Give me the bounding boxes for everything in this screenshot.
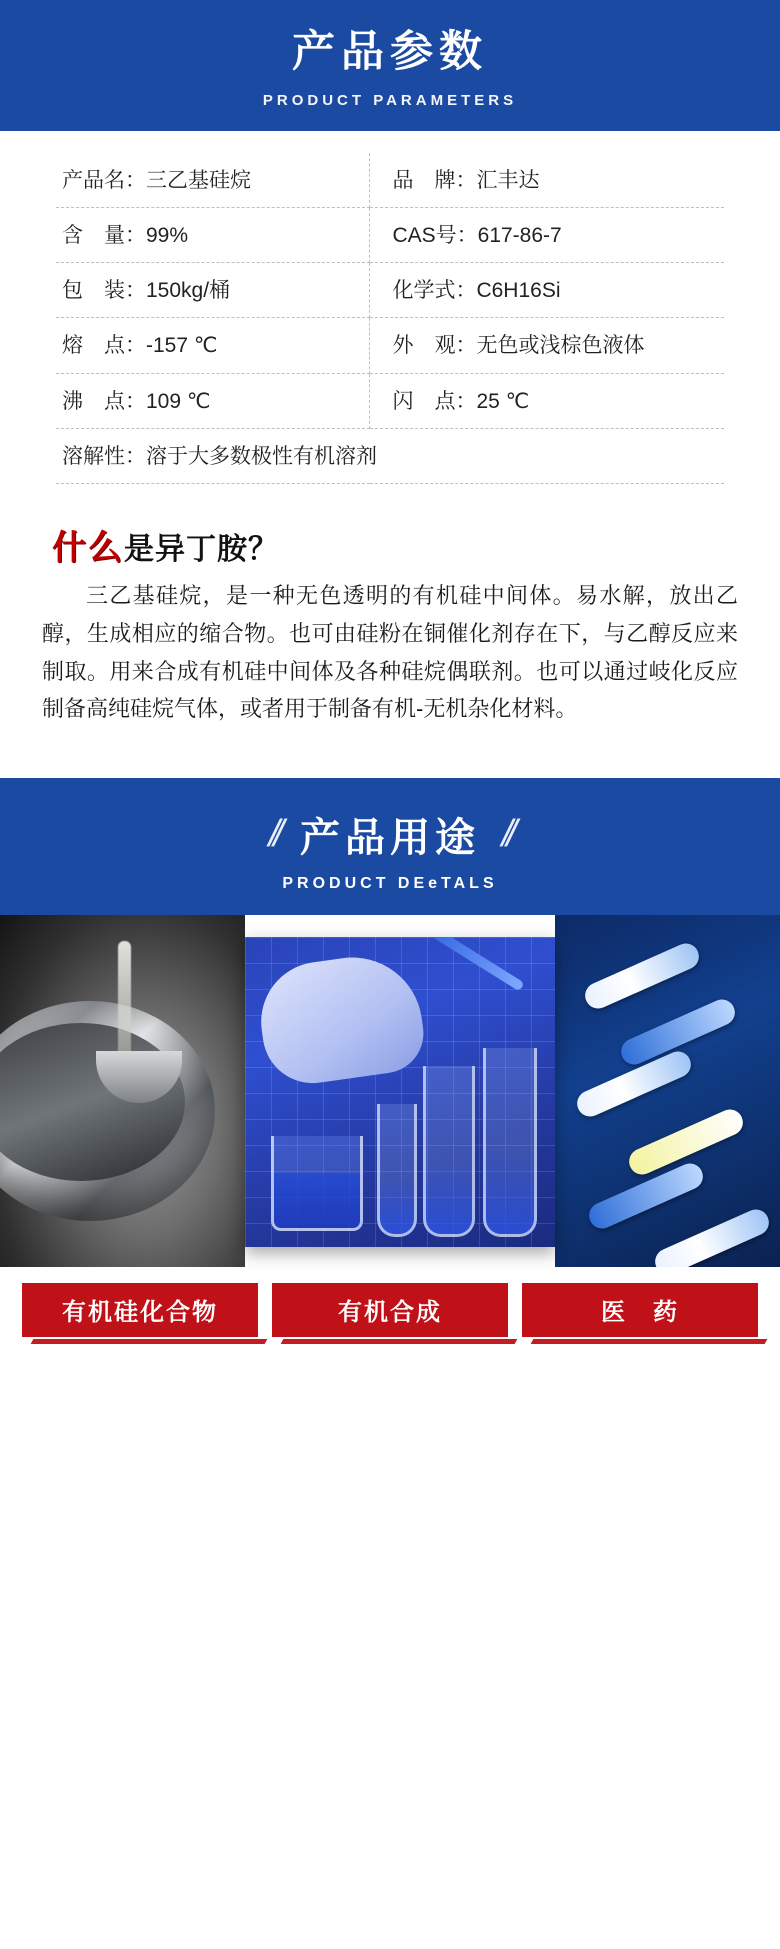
liquid-stream-shape — [118, 941, 131, 1061]
table-row — [56, 153, 724, 208]
parameters-section — [0, 131, 780, 492]
param-cell — [56, 263, 370, 318]
param-cell — [56, 207, 370, 262]
banner2-title: 产品用途 — [300, 816, 480, 861]
photo-metal-pot — [0, 915, 245, 1267]
param-cell — [370, 153, 724, 208]
param-value: 无色或浅棕色液体 — [476, 334, 645, 358]
usage-photo-strip — [0, 915, 780, 1267]
param-cell — [370, 373, 724, 428]
param-key: 包 装： — [62, 279, 146, 303]
tag-underline — [281, 1339, 518, 1344]
usage-tag-pharmaceutical — [522, 1283, 758, 1337]
intro-heading — [52, 520, 742, 569]
banner-title: 产品参数 — [292, 28, 488, 76]
table-row — [56, 263, 724, 318]
param-value: 617-86-7 — [477, 223, 562, 247]
slash-left-icon: // — [264, 813, 283, 856]
param-key: 溶解性： — [62, 444, 146, 468]
usage-tag-organic-synthesis — [272, 1283, 508, 1337]
param-value: 109 ℃ — [146, 389, 211, 413]
param-value: 25 ℃ — [476, 389, 530, 413]
pot-shape — [0, 1001, 215, 1221]
capsule-shape — [651, 1206, 773, 1268]
intro-heading-highlight: 什么 — [52, 527, 124, 568]
param-key: 品 牌： — [392, 168, 477, 192]
usage-tag-label: 有机硅化合物 — [62, 1299, 218, 1327]
usage-tag-label: 有机合成 — [338, 1299, 442, 1327]
tag-underline — [31, 1339, 268, 1344]
usage-tag-organosilicon — [22, 1283, 258, 1337]
product-usage-banner — [0, 778, 780, 915]
param-key: CAS号： — [392, 223, 478, 247]
banner2-title-row — [0, 806, 780, 863]
banner-subtitle: PRODUCT PARAMETERS — [262, 91, 518, 109]
test-tube-shape — [377, 1104, 417, 1237]
param-value: C6H16Si — [476, 279, 561, 303]
param-key: 闪 点： — [392, 389, 477, 413]
table-row — [56, 207, 724, 262]
tag-underline — [531, 1339, 768, 1344]
param-cell — [370, 318, 724, 373]
param-cell — [56, 318, 370, 373]
param-cell — [56, 153, 370, 208]
param-value: 150kg/桶 — [146, 279, 231, 303]
param-value: -157 ℃ — [146, 334, 218, 358]
param-key: 化学式： — [392, 279, 477, 303]
test-tube-shape — [483, 1048, 537, 1237]
photo-laboratory-glassware — [245, 937, 555, 1247]
param-key: 产品名： — [62, 168, 146, 192]
banner2-subtitle: PRODUCT DEeTALS — [282, 875, 498, 893]
table-row-full — [56, 428, 724, 483]
param-cell — [370, 207, 724, 262]
param-key: 含 量： — [62, 223, 146, 247]
param-key: 沸 点： — [62, 389, 146, 413]
table-row — [56, 318, 724, 373]
product-parameters-banner — [0, 0, 780, 131]
param-value: 溶于大多数极性有机溶剂 — [146, 444, 377, 468]
usage-tag-label: 医 药 — [601, 1299, 679, 1327]
introduction-section — [0, 492, 780, 756]
param-cell — [56, 373, 370, 428]
capsule-shape — [581, 940, 703, 1013]
param-key: 熔 点： — [62, 334, 146, 358]
param-value: 99% — [146, 223, 189, 247]
param-cell-full — [56, 428, 724, 483]
param-cell — [370, 263, 724, 318]
usage-tag-row — [0, 1267, 780, 1363]
table-row — [56, 373, 724, 428]
parameters-table — [56, 153, 724, 484]
photo-pharmaceutical-capsules — [555, 915, 780, 1267]
param-key: 外 观： — [392, 334, 477, 358]
test-tube-shape — [423, 1066, 475, 1237]
beaker-shape — [271, 1136, 363, 1231]
pot-inner-shape — [0, 1023, 185, 1181]
param-value: 汇丰达 — [476, 168, 540, 192]
slash-right-icon: // — [497, 813, 516, 856]
intro-heading-rest: 是异丁胺？ — [124, 531, 279, 567]
intro-body-text: 三乙基硅烷，是一种无色透明的有机硅中间体。易水解，放出乙醇，生成相应的缩合物。也可由硅粉在铜催化剂存在下，与乙醇反应来制取。用来合成有机硅中间体及各种硅烷偶联剂。也可以通过岐化反应制备高纯硅烷气体，或者用于制备有机-无机杂化材料。 — [42, 582, 738, 722]
param-value: 三乙基硅烷 — [146, 168, 251, 192]
